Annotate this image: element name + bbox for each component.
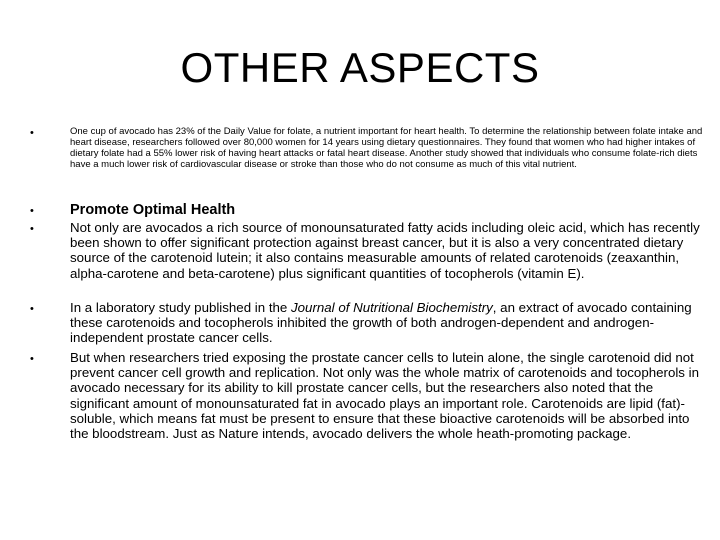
text-after: , an extract of avocado containing these carotenoids and tocopherols inhibited the growth of both androgen-dependent and androgen-independent prostate cancer cells. — [70, 300, 692, 346]
bullet-icon: • — [30, 223, 34, 235]
bullet-icon: • — [30, 353, 34, 365]
list-item-text: One cup of avocado has 23% of the Daily Value for folate, a nutrient important for heart health. To determine the relationship between folate intake and heart disease, researchers followed over 80,000 women for 14 years using dietary questionnaires. They found that women who had higher intakes of dietary folate had a 55% lower risk of having heart attacks or fatal heart disease. Another study showed that individuals who consume folate-rich diets have a much lower risk of cardiovascular disease or stroke than those who do not consume as much of this vital nutrient. — [70, 126, 703, 170]
list-item-text — [70, 300, 710, 346]
section-heading: Promote Optimal Health — [70, 202, 236, 218]
list-item-text: But when researchers tried exposing the prostate cancer cells to lutein alone, the single carotenoid did not prevent cancer cell growth and replication. Not only was the whole matrix of carotenoids and tocopherols in avocado necessary for its ability to kill prostate cancer cells, but the researchers also noted that the significant amount of monounsaturated fat in avocado plays an important role. Carotenoids are lipid (fat)-soluble, which means fat must be present to ensure that these bioactive carotenoids will be absorbed into the bloodstream. Just as Nature intends, avocado delivers the whole heath-promoting package. — [70, 350, 699, 442]
slide-title: OTHER ASPECTS — [180, 44, 540, 91]
bullet-icon: • — [30, 205, 34, 217]
list-item-text: Not only are avocados a rich source of monounsaturated fatty acids including oleic acid, which has recently been shown to offer significant protection against breast cancer, but it is also a very concentrated dietary source of the carotenoid lutein; it also contains measurable amounts of related carotenoids (zeaxanthin, alpha-carotene and beta-carotene) plus significant quantities of tocopherols (vitamin E). — [70, 220, 700, 281]
bullet-icon: • — [30, 303, 34, 315]
bullet-icon: • — [30, 127, 34, 139]
text-before: In a laboratory study published in the — [70, 300, 292, 315]
journal-title: Journal of Nutritional Biochemistry — [291, 300, 493, 315]
